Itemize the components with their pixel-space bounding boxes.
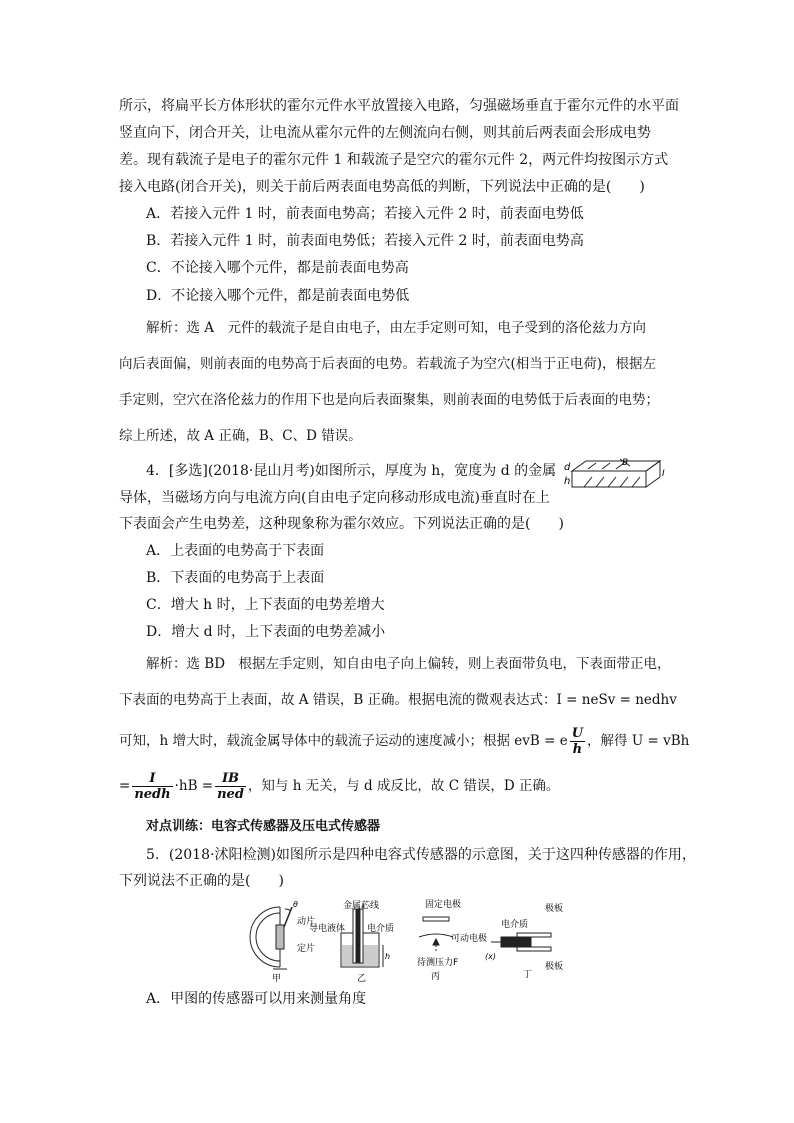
yi-core-label: 金属芯线: [343, 901, 380, 911]
equals-sign: =: [119, 778, 131, 794]
label-h: h: [564, 476, 571, 487]
jia-label: 甲: [272, 974, 282, 984]
q4-option-d: D．增大 d 时，上下表面的电势差减小: [146, 624, 386, 640]
yi-dielectric-label: 电介质: [367, 924, 395, 934]
sensor-yi: [341, 903, 383, 967]
q3-analysis-1: 解析：选 A 元件的载流子是自由电子，由左手定则可知，电子受到的洛伦兹力方向: [146, 320, 647, 336]
capacitive-sensors-figure: [245, 895, 580, 985]
bing-moving-plate-label: 可动电极: [451, 934, 488, 944]
q4-line-1: 4．[多选](2018·昆山月考)如图所示，厚度为 h，宽度为 d 的金属: [146, 463, 557, 479]
jia-moving-label: 动片: [297, 917, 316, 927]
jia-fixed-label: 定片: [297, 944, 316, 954]
sensor-bing: [419, 917, 453, 951]
q4-analysis-1: 解析：选 BD 根据左手定则，知自由电子向上偏转，则上表面带负电，下表面带正电，: [146, 656, 671, 672]
label-d: d: [564, 462, 571, 473]
q4-option-a: A．上表面的电势高于下表面: [146, 543, 325, 559]
fraction-i-over-nedh: $\frac{I}{\text{nedh}}$: [134, 771, 171, 802]
label-I: I: [662, 469, 665, 479]
q3-option-d: D．不论接入哪个元件，都是前表面电势低: [146, 288, 410, 304]
q3-analysis-4: 综上所述，故 A 正确，B、C、D 错误。: [119, 428, 362, 444]
q3-option-a: A．若接入元件 1 时，前表面电势高；若接入元件 2 时，前表面电势低: [146, 206, 584, 222]
q3-analysis-3: 手定则，空穴在洛伦兹力的作用下也是向后表面聚集，则前表面的电势低于后表面的电势；: [119, 392, 659, 408]
q4-option-c: C．增大 h 时，上下表面的电势差增大: [146, 597, 385, 613]
ding-label: 丁: [523, 970, 533, 980]
q3-option-b: B．若接入元件 1 时，前表面电势低；若接入元件 2 时，前表面电势高: [146, 233, 584, 249]
analysis-3-tail: ，解得 U = vBh: [587, 733, 690, 749]
q4-analysis-4: [119, 770, 559, 802]
hall-conductor-figure: [562, 457, 670, 499]
bing-fixed-plate-label: 固定电极: [425, 900, 462, 910]
yi-h-label: h: [385, 952, 391, 961]
analysis-3-text: 可知，h 增大时，载流金属导体中的载流子运动的速度减小；根据 evB = e: [119, 733, 568, 749]
sensor-jia: [250, 907, 292, 969]
section-title: 对点训练：电容式传感器及压电式传感器: [146, 819, 381, 834]
q3-analysis-2: 向后表面偏，则前表面的电势高于后表面的电势。若载流子为空穴(相当于正电荷)，根据左: [119, 356, 657, 372]
bing-label: 丙: [431, 972, 441, 982]
q5-line-1: 5．(2018·沭阳检测)如图所示是四种电容式传感器的示意图，关于这四种传感器的作用，: [146, 847, 696, 863]
label-B: B: [622, 458, 629, 468]
ding-dielectric-label: 电介质: [501, 920, 529, 930]
q4-line-2: 导体，当磁场方向与电流方向(自由电子定向移动形成电流)垂直时在上: [119, 490, 550, 506]
q3-line-2: 竖直向下，闭合开关，让电流从霍尔元件的左侧流向右侧，则其前后两表面会形成电势: [119, 125, 651, 141]
q5-option-a: A．甲图的传感器可以用来测量角度: [146, 991, 367, 1007]
jia-theta: θ: [293, 900, 298, 909]
q4-analysis-3: [119, 726, 689, 757]
q3-line-1: 所示，将扁平长方体形状的霍尔元件水平放置接入电路，匀强磁场垂直于霍尔元件的水平面: [119, 98, 679, 114]
q4-analysis-2: 下表面的电势高于上表面，故 A 错误，B 正确。根据电流的微观表达式：I = neSv = nedhv: [119, 692, 677, 708]
fraction-u-over-h: $\frac{U}{h}$: [571, 726, 584, 757]
ding-plate-bottom-label: 极板: [545, 962, 564, 972]
q3-line-4: 接入电路(闭合开关)，则关于前后两表面电势高低的判断，下列说法中正确的是( ): [119, 179, 645, 195]
yi-label: 乙: [357, 974, 367, 984]
fraction-ib-over-ned: $\frac{IB}{\text{ned}}$: [217, 771, 244, 802]
sensor-ding: [491, 933, 551, 951]
q4-option-b: B．下表面的电势高于上表面: [146, 570, 325, 586]
q4-line-3: 下表面会产生电势差，这种现象称为霍尔效应。下列说法正确的是( ): [119, 516, 564, 532]
ding-x-label: (x): [485, 952, 496, 961]
bing-pressure-label: 待测压力F: [417, 958, 459, 968]
q3-option-c: C．不论接入哪个元件，都是前表面电势高: [146, 260, 409, 276]
analysis-4-tail: ，知与 h 无关，与 d 成反比，故 C 错误，D 正确。: [247, 778, 560, 794]
q3-line-3: 差。现有载流子是电子的霍尔元件 1 和载流子是空穴的霍尔元件 2，两元件均按图示方式: [119, 152, 669, 168]
analysis-4-mid: ·hB =: [174, 778, 214, 794]
q5-line-2: 下列说法不正确的是( ): [119, 873, 284, 889]
yi-liquid-label: 导电液体: [309, 924, 346, 934]
ding-plate-top-label: 极板: [545, 904, 564, 914]
